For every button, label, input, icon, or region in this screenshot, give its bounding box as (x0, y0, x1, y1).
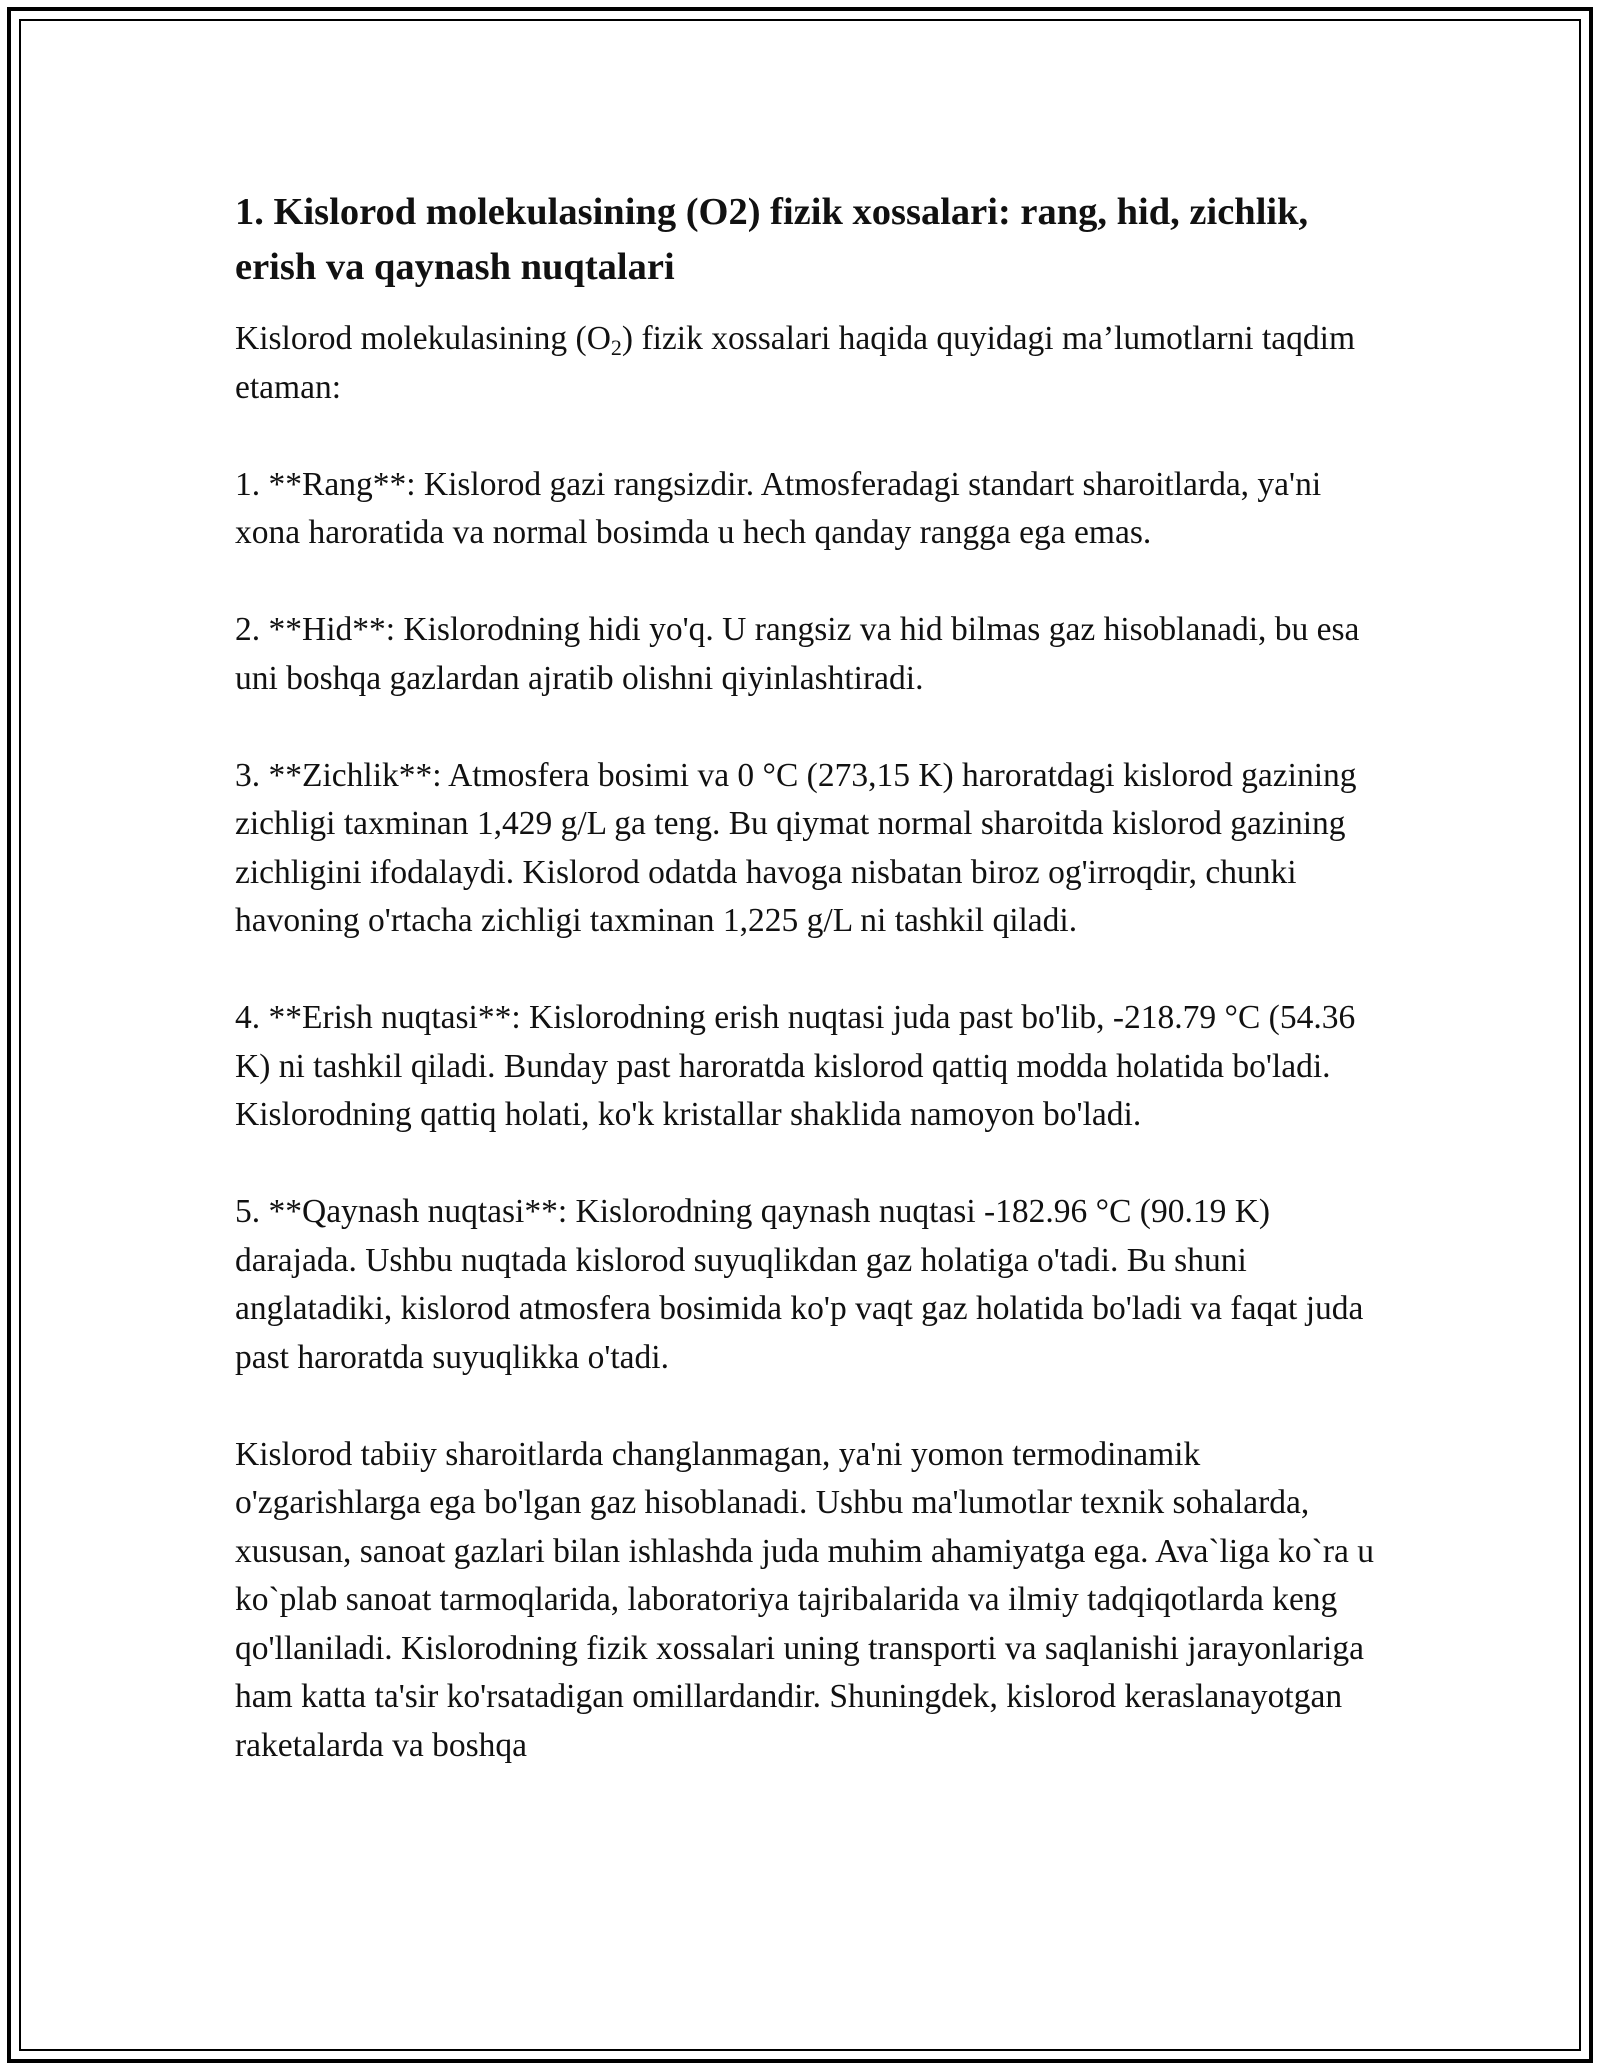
document-title: 1. Kislorod molekulasining (O2) fizik xossalari: rang, hid, zichlik, erish va qaynash nuqtalari (235, 191, 1309, 288)
intro-paragraph (235, 315, 1375, 412)
paragraph-color: 1. **Rang**: Kislorod gazi rangsizdir. Atmosferadagi standart sharoitlarda, ya'ni xona haroratida va normal bosimda u hech qanday rangga ega emas. (235, 465, 1322, 551)
paragraph-melting-point: 4. **Erish nuqtasi**: Kislorodning erish nuqtasi juda past bo'lib, -218.79 °C (54.36 K) ni tashkil qiladi. Bunday past haroratda kislorod qattiq modda holatida bo'ladi. Kislorodning qattiq holati, ko'k kristallar shaklida namoyon bo'ladi. (235, 999, 1356, 1133)
paragraph-density: 3. **Zichlik**: Atmosfera bosimi va 0 °C (273,15 K) haroratdagi kislorod gazining zichligi taxminan 1,429 g/L ga teng. Bu qiymat normal sharoitda kislorod gazining zichligini ifodalaydi. Kislorod odatda havoga nisbatan biroz og'irroqdir, chunki havoning o'rtacha zichligi taxminan 1,225 g/L ni tashkil qiladi. (235, 756, 1357, 939)
intro-subscript: 2 (610, 335, 622, 360)
paragraph-conclusion: Kislorod tabiiy sharoitlarda changlanmagan, ya'ni yomon termodinamik o'zgarishlarga ega bo'lgan gaz hisoblanadi. Ushbu ma'lumotlar texnik sohalarda, xususan, sanoat gazlari bilan ishlashda juda muhim ahamiyatga ega. Ava`liga ko`ra u ko`plab sanoat tarmoqlarida, laboratoriya tajribalarida va ilmiy tadqiqotlarda keng qo'llaniladi. Kislorodning fizik xossalari uning transporti va saqlanishi jarayonlariga ham katta ta'sir ko'rsatadigan omillardandir. Shuningdek, kislorod keraslanayotgan raketalarda va boshqa (235, 1435, 1374, 1764)
paragraph-odor: 2. **Hid**: Kislorodning hidi yo'q. U rangsiz va hid bilmas gaz hisoblanadi, bu esa uni boshqa gazlardan ajratib olishni qiyinlashtiradi. (235, 611, 1360, 697)
intro-text-start: Kislorod molekulasining (O (235, 320, 611, 357)
document-body (235, 185, 1375, 1819)
paragraph-boiling-point: 5. **Qaynash nuqtasi**: Kislorodning qaynash nuqtasi -182.96 °C (90.19 K) darajada. Ushbu nuqtada kislorod suyuqlikdan gaz holatiga o'tadi. Bu shuni anglatadiki, kislorod atmosfera bosimida ko'p vaqt gaz holatida bo'ladi va faqat juda past haroratda suyuqlikka o'tadi. (235, 1193, 1364, 1376)
intro-text-end: ) fizik xossalari haqida quyidagi ma’lumotlarni taqdim etaman: (235, 320, 1356, 406)
